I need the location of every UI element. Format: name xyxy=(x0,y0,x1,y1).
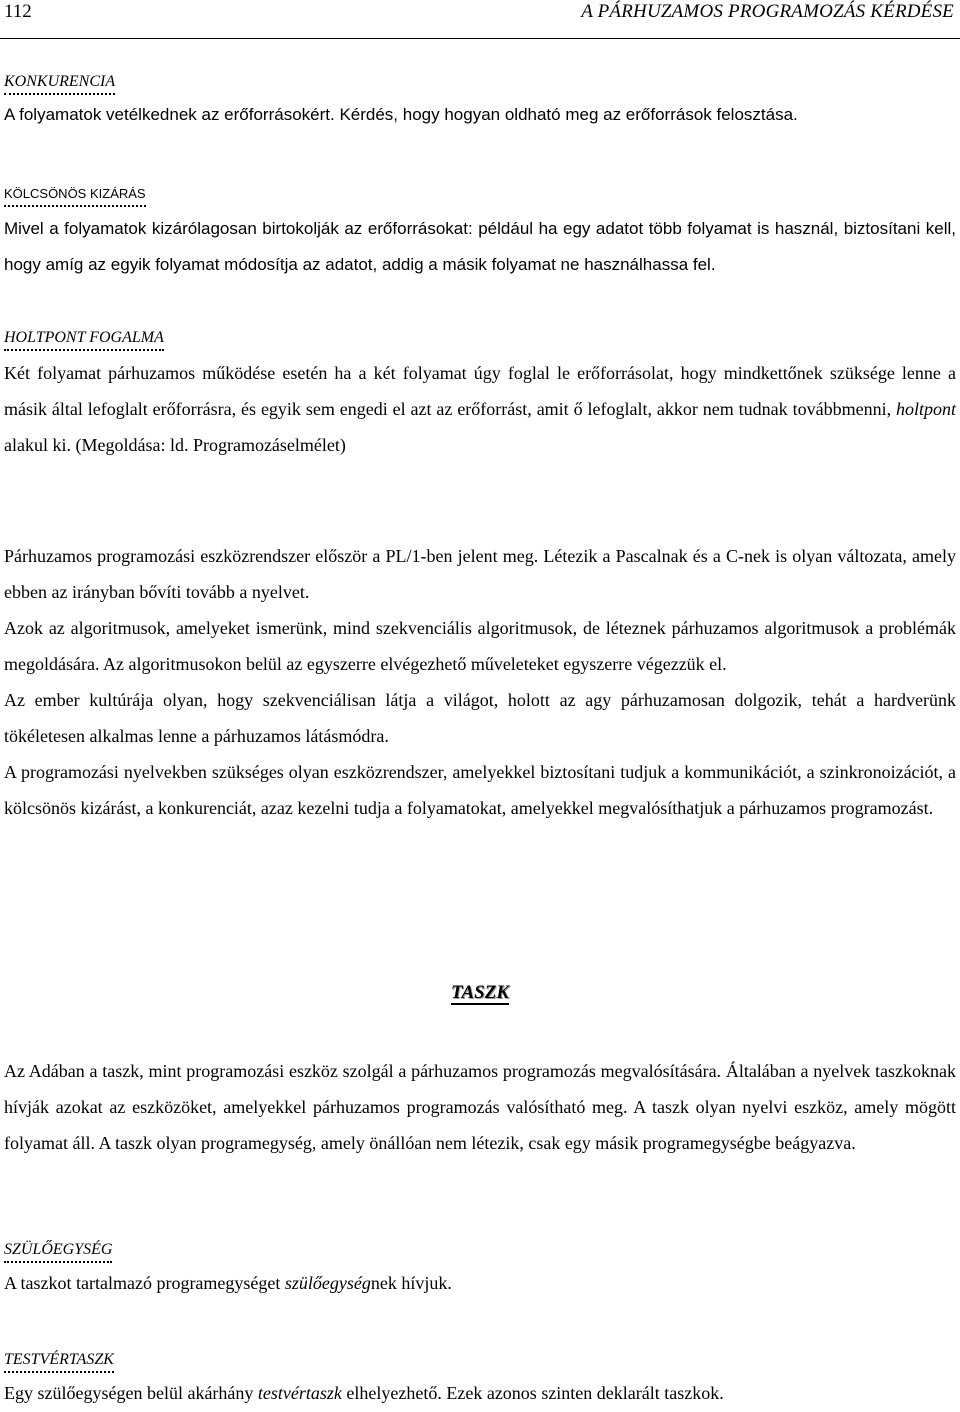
paragraph: Mivel a folyamatok kizárólagosan birtokolják az erőforrásokat: például ha egy adatot több folyamat is használ, biztosítani kell, hogy amíg az egyik folyamat módosítja az adatot, addig a másik folyamat ne használhassa fel. xyxy=(4,219,956,274)
chapter-title-text: TASZK xyxy=(450,982,510,1003)
header-rule xyxy=(0,38,960,39)
term-szuloegyseg: szülőegység xyxy=(284,1273,371,1293)
text-run: Egy szülőegységen belül akárhány xyxy=(4,1383,258,1403)
section-szuloegyseg xyxy=(4,1240,956,1301)
section-heading: KONKURENCIA xyxy=(4,72,115,95)
text-run: alakul ki. (Megoldása: ld. Programozáselmélet) xyxy=(4,435,346,455)
term-holtpont: holtpont xyxy=(895,399,956,419)
paragraph: A programozási nyelvekben szükséges olyan eszközrendszer, amelyekkel biztosítani tudjuk a kommunikációt, a szinkronoizációt, a kölcsönös kizárást, a konkurenciát, azaz kezelni tudja a folyamatokat, amelyekkel megvalósíthatjuk a párhuzamos programozást. xyxy=(4,762,956,818)
page-number: 112 xyxy=(4,1,32,22)
section-intro xyxy=(4,538,956,826)
paragraph: Azok az algoritmusok, amelyeket ismerünk, mind szekvenciális algoritmusok, de léteznek párhuzamos algoritmusok a problémák megoldására. Az algoritmusokon belül az egyszerre elvégezhető műveleteket egyszerre végezzük el. xyxy=(4,618,956,674)
chapter-title xyxy=(0,982,960,1004)
section-taszk xyxy=(4,1053,956,1161)
section-heading: HOLTPONT FOGALMA xyxy=(4,328,164,351)
running-title: A PÁRHUZAMOS PROGRAMOZÁS KÉRDÉSE xyxy=(581,1,954,22)
term-testvertaszk: testvértaszk xyxy=(257,1383,342,1403)
paragraph xyxy=(4,1265,956,1301)
section-testvertaszk xyxy=(4,1350,956,1411)
paragraph: A folyamatok vetélkednek az erőforrásokért. Kérdés, hogy hogyan oldható meg az erőforrások felosztása. xyxy=(4,105,798,124)
text-run: A taszkot tartalmazó programegységet xyxy=(4,1273,285,1293)
text-run: nek hívjuk. xyxy=(370,1273,452,1293)
section-holtpont xyxy=(4,328,956,463)
section-heading: TESTVÉRTASZK xyxy=(4,1350,114,1373)
text-run: elhelyezhető. Ezek azonos szinten deklarált taszkok. xyxy=(341,1383,724,1403)
paragraph xyxy=(4,355,956,463)
paragraph: Az Adában a taszk, mint programozási eszköz szolgál a párhuzamos programozás megvalósítására. Általában a nyelvek taszkoknak hívják azokat az eszközöket, amelyekkel párhuzamos programozás valósítható meg. A taszk olyan nyelvi eszköz, amely mögött folyamat áll. A taszk olyan programegység, amely önállóan nem létezik, csak egy másik programegységbe beágyazva. xyxy=(4,1061,956,1153)
paragraph: Párhuzamos programozási eszközrendszer először a PL/1-ben jelent meg. Létezik a Pascalnak és a C-nek is olyan változata, amely ebben az irányban bővíti tovább a nyelvet. xyxy=(4,546,956,602)
text-run: Két folyamat párhuzamos működése esetén ha a két folyamat úgy foglal le erőforrásolat, hogy mindkettőnek szüksége lenne a másik által lefoglalt erőforrásra, és egyik sem engedi el azt az erőforrást, amit ő lefoglalt, akkor nem tudnak továbbmenni, xyxy=(4,363,956,419)
paragraph xyxy=(4,1375,956,1411)
section-heading: KÖLCSÖNÖS KIZÁRÁS xyxy=(4,184,146,207)
paragraph: Az ember kultúrája olyan, hogy szekvenciálisan látja a világot, holott az agy párhuzamosan dolgozik, tehát a hardverünk tökéletesen alkalmas lenne a párhuzamos látásmódra. xyxy=(4,690,956,746)
section-kolcsonos-kizaras xyxy=(4,184,956,283)
section-konkurencia xyxy=(4,72,956,133)
section-heading: SZÜLŐEGYSÉG xyxy=(4,1240,112,1263)
